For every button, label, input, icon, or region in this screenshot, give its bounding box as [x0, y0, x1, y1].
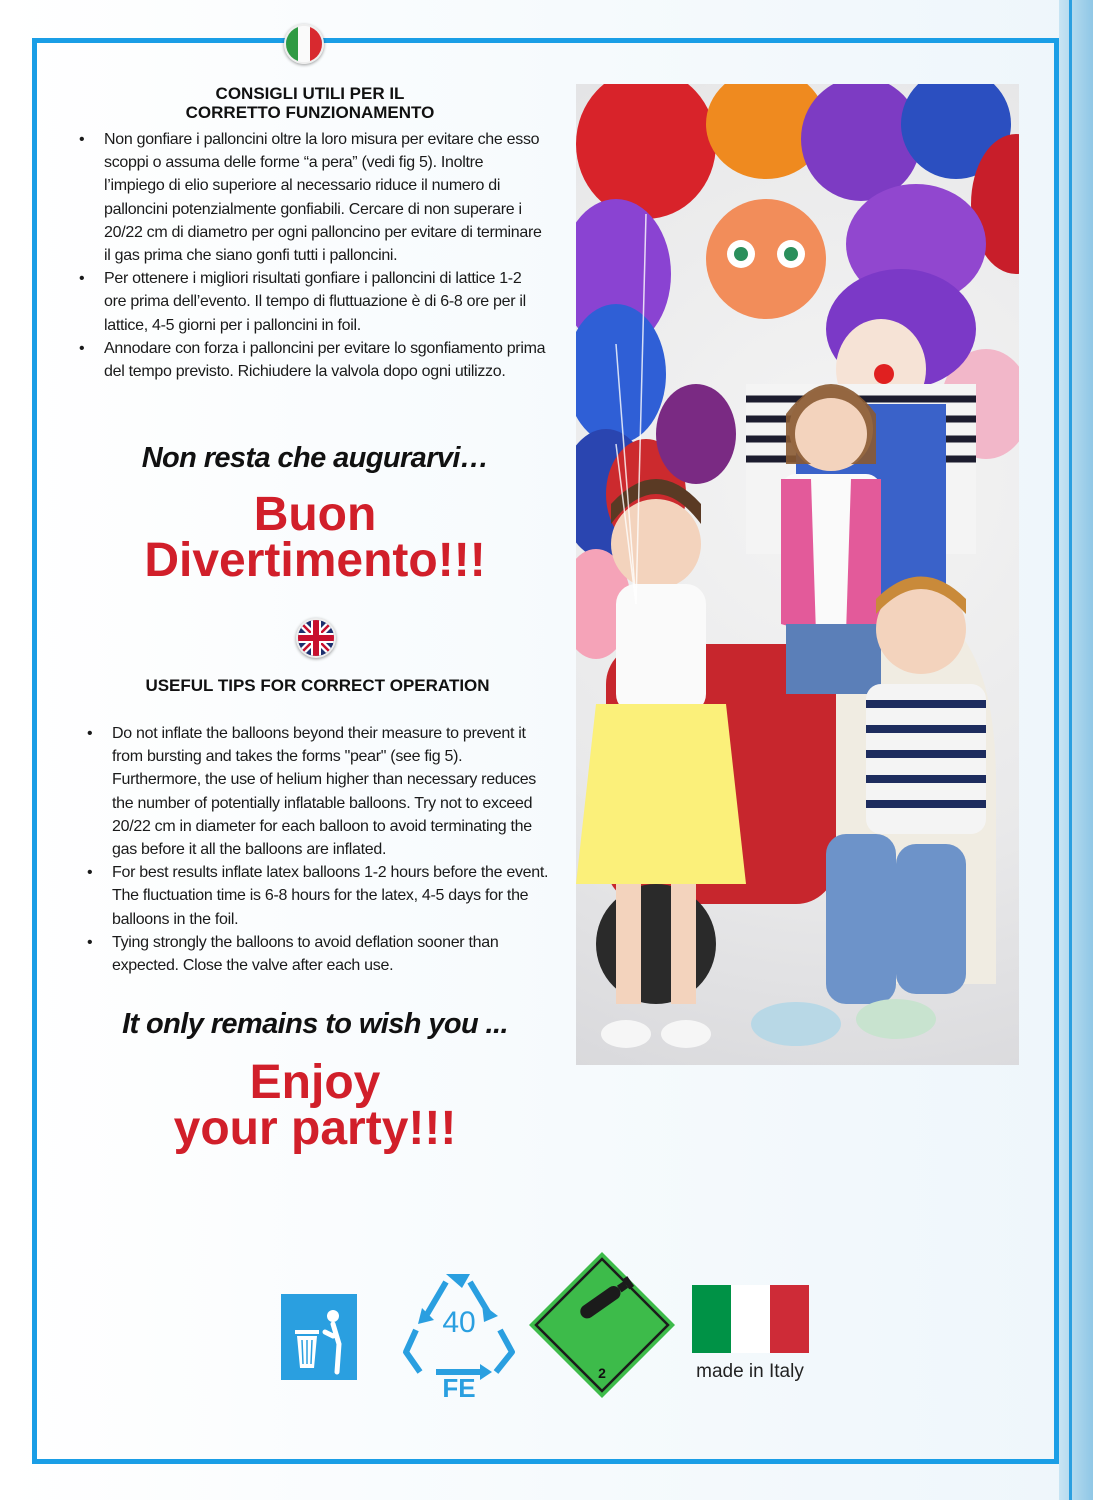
symbols-row [0, 1250, 1093, 1410]
recycle-code: FE [442, 1373, 476, 1403]
list-item: • Tying strongly the balloons to avoid deflation sooner than expected. Close the valve after each use. [85, 931, 555, 977]
made-in-italy-label: made in Italy [696, 1361, 804, 1382]
trash-bin-icon [281, 1294, 357, 1380]
italian-wish [60, 488, 570, 587]
english-tagline: It only remains to wish you ... [122, 1008, 508, 1040]
english-heading: USEFUL TIPS FOR CORRECT OPERATION [145, 676, 490, 695]
italian-wish-line2: Divertimento!!! [144, 534, 486, 587]
italian-heading-line1: CONSIGLI UTILI PER IL [215, 84, 405, 103]
english-wish [60, 1056, 570, 1155]
italian-heading [60, 84, 560, 122]
list-item: • Do not inflate the balloons beyond their measure to prevent it from bursting and takes the forms "pear" (see fig 5). Furthermore, the use of helium higher than necessary reduces the number of potentially inflatable balloons. Try not to exceed 20/22 cm in diameter for each balloon to avoid terminating the gas before it all the balloons are inflated. [85, 722, 555, 861]
english-tips-list [85, 722, 555, 977]
list-item: • Per ottenere i migliori risultati gonfiare i palloncini di lattice 1-2 ore prima dell’evento. Il tempo di fluttuazione è di 6-8 ore per il lattice, 4-5 giorni per i palloncini in foil. [77, 267, 547, 337]
list-item: • For best results inflate latex balloons 1-2 hours before the event. The fluctuation time is 6-8 hours for the latex, 4-5 days for the balloons in the foil. [85, 861, 555, 931]
english-wish-line2: your party!!! [173, 1102, 457, 1155]
italian-tagline: Non resta che augurarvi… [141, 442, 489, 474]
list-item: • Annodare con forza i palloncini per evitare lo sgonfiamento prima del tempo previsto. Richiudere la valvola dopo ogni utilizzo. [77, 337, 547, 383]
english-wish-line1: Enjoy [249, 1056, 381, 1109]
italian-tips-list [77, 128, 547, 383]
gas-cylinder-hazard-icon [527, 1250, 677, 1400]
italian-wish-line1: Buon [253, 488, 377, 541]
hazard-class-number: 2 [598, 1365, 606, 1381]
uk-flag-icon [296, 618, 336, 658]
recycle-icon [400, 1268, 518, 1403]
italy-flag-icon [692, 1285, 809, 1353]
party-photo [576, 84, 1019, 1065]
recycle-number: 40 [442, 1306, 476, 1339]
list-item: • Non gonfiare i palloncini oltre la loro misura per evitare che esso scoppi o assuma delle forme “a pera” (vedi fig 5). Inoltre l’impiego di elio superiore al necessario riduce il numero di palloncini potenzialmente gonfiabili. Cercare di non superare i 20/22 cm di diametro per ogni palloncino per evitare di terminare il gas prima che siano gonfi tutti i palloncini. [77, 128, 547, 267]
italy-flag-icon [284, 24, 324, 64]
italian-heading-line2: CORRETTO FUNZIONAMENTO [185, 103, 435, 122]
